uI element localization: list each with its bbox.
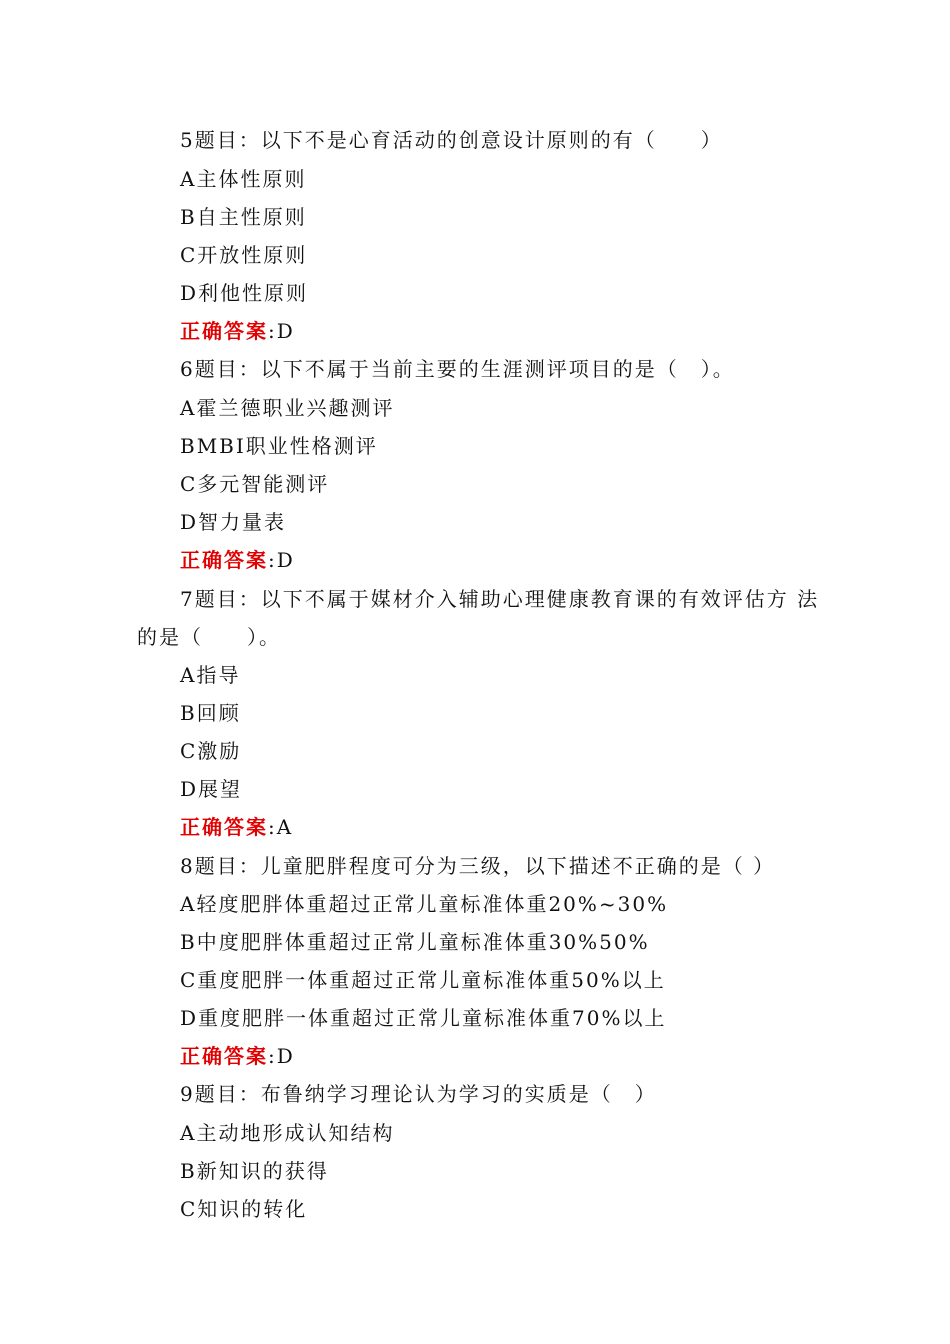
question-7-option-b: B回顾: [180, 701, 241, 725]
question-7-option-d: D展望: [180, 777, 243, 801]
question-5-option-a: A主体性原则: [180, 167, 307, 191]
question-8-option-d: D重度肥胖一体重超过正常儿童标准体重70%以上: [180, 1006, 667, 1030]
question-7-stem-continuation: 的是（ ）。: [137, 625, 281, 649]
question-8-option-c: C重度肥胖一体重超过正常儿童标准体重50%以上: [180, 968, 666, 992]
question-6-option-c: C多元智能测评: [180, 472, 330, 496]
answer-label: 正确答案: [180, 319, 268, 343]
question-9-option-c: C知识的转化: [180, 1197, 308, 1221]
question-6-answer: [180, 548, 295, 572]
question-9-stem: 9题目：布鲁纳学习理论认为学习的实质是（ ）: [180, 1082, 657, 1106]
question-7-answer: [180, 815, 293, 839]
question-7-option-c: C激励: [180, 739, 242, 763]
question-5-answer: [180, 319, 295, 343]
question-5-option-b: B自主性原则: [180, 205, 307, 229]
answer-label: 正确答案: [180, 548, 268, 572]
question-8-option-a: A轻度肥胖体重超过正常儿童标准体重20%~30%: [180, 892, 669, 916]
question-8-option-b: B中度肥胖体重超过正常儿童标准体重30%50%: [180, 930, 650, 954]
question-6-option-d: D智力量表: [180, 510, 287, 534]
answer-label: 正确答案: [180, 815, 268, 839]
answer-value: :A: [268, 815, 294, 839]
answer-value: :D: [268, 1044, 295, 1068]
answer-label: 正确答案: [180, 1044, 268, 1068]
question-9-option-a: A主动地形成认知结构: [180, 1121, 395, 1145]
question-8-stem: 8题目：儿童肥胖程度可分为三级，以下描述不正确的是（ ）: [180, 854, 776, 878]
question-6-option-b: BMBI职业性格测评: [180, 434, 378, 458]
question-5-option-c: C开放性原则: [180, 243, 308, 267]
question-5-stem: 5题目：以下不是心育活动的创意设计原则的有（ ）: [180, 128, 723, 152]
answer-value: :D: [268, 548, 295, 572]
question-7-stem: 7题目：以下不属于媒材介入辅助心理健康教育课的有效评估方 法: [180, 587, 820, 611]
answer-value: :D: [268, 319, 295, 343]
question-9-option-b: B新知识的获得: [180, 1159, 329, 1183]
question-6-stem: 6题目：以下不属于当前主要的生涯测评项目的是（ ）。: [180, 357, 735, 381]
question-8-answer: [180, 1044, 295, 1068]
question-5-option-d: D利他性原则: [180, 281, 309, 305]
question-6-option-a: A霍兰德职业兴趣测评: [180, 396, 395, 420]
question-7-option-a: A指导: [180, 663, 241, 687]
